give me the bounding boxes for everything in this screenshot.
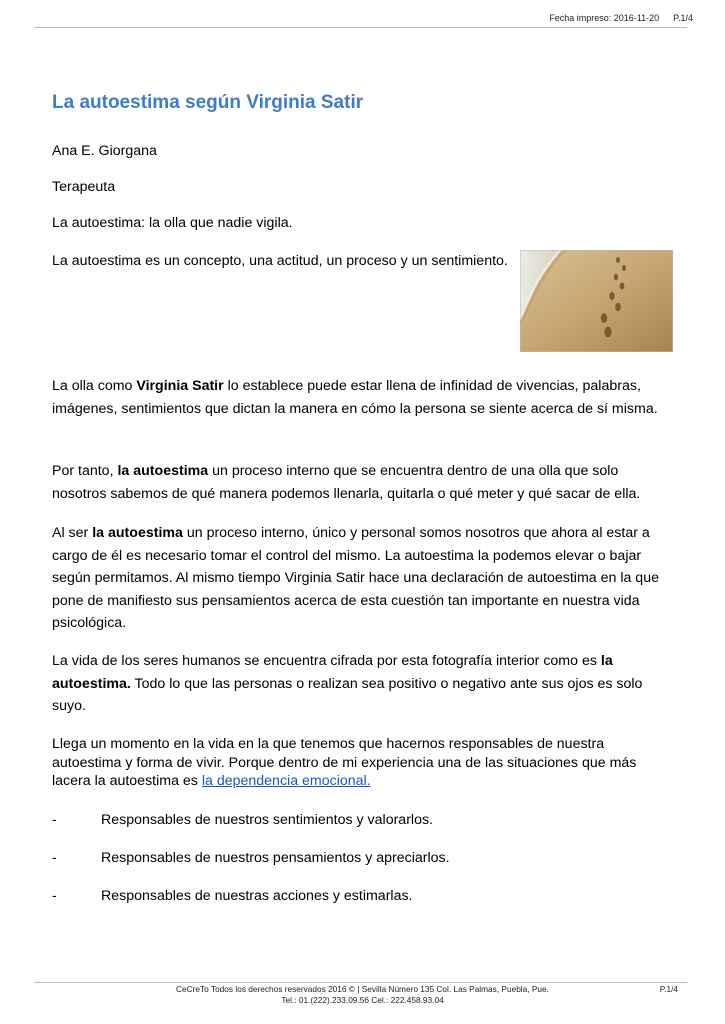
bold-la-autoestima: la autoestima <box>117 463 209 479</box>
paragraph-olla: La olla como Virginia Satir lo establece puede estar llena de infinidad de vivencias, palabras, imágenes, sentimientos que dictan la manera en cómo la persona se siente acerca de sí misma. <box>52 378 658 417</box>
paragraph-al-ser: Al ser la autoestima un proceso interno, único y personal somos nosotros que ahora al estar a cargo de él es necesario tomar el control del mismo. La autoestima la podemos elevar o bajar según permitamos. Al mismo tiempo Virginia Satir hace una declaración de autoestima en la que pone de manifiesto sus pensamientos acerca de esta cuestión tan importante en nuestra vida psicológica. <box>52 525 659 631</box>
page-number: P.1/4 <box>673 13 693 23</box>
beach-footprints-photo <box>520 250 673 352</box>
list-item: - Responsables de nuestros pensamientos y apreciarlos. <box>52 850 450 866</box>
footer-divider <box>34 982 687 983</box>
header-divider <box>34 27 687 28</box>
footer-phone: Tel.: 01.(222).233.09.56 Cel.: 222.458.93.04 <box>281 994 444 1005</box>
intro-paragraph: La autoestima es un concepto, una actitud, un proceso y un sentimiento. <box>52 253 508 269</box>
author-name: Ana E. Giorgana <box>52 143 157 159</box>
article-title: La autoestima según Virginia Satir <box>52 92 364 113</box>
footer <box>0 984 725 1005</box>
paragraph-la-vida: La vida de los seres humanos se encuentra cifrada por esta fotografía interior como es la autoestima. Todo lo que las personas o realizan sea positivo o negativo ante sus ojos es solo suyo. <box>52 653 643 714</box>
paragraph-por-tanto: Por tanto, la autoestima un proceso interno que se encuentra dentro de una olla que solo nosotros sabemos de qué manera podemos llenarla, quitarla o qué meter y qué sacar de ella. <box>52 463 641 502</box>
list-item: - Responsables de nuestros sentimientos y valorarlos. <box>52 812 433 828</box>
dependencia-emocional-link[interactable]: la dependencia emocional. <box>201 773 371 789</box>
author-role: Terapeuta <box>52 179 116 195</box>
bold-la-autoestima: la autoestima. <box>52 653 613 692</box>
list-item: - Responsables de nuestras acciones y estimarlas. <box>52 888 413 904</box>
footer-page-number: P.1/4 <box>659 984 678 994</box>
print-header <box>549 13 693 23</box>
article-subtitle: La autoestima: la olla que nadie vigila. <box>52 215 293 231</box>
paragraph-llega-un-momento: Llega un momento en la vida en la que tenemos que hacernos responsables de nuestra autoestima y forma de vivir. Porque dentro de mi experiencia una de las situaciones que más lacera la autoestima es la dependencia emocional. <box>52 736 637 789</box>
footer-copyright: CeCreTo Todos los derechos reservados 2016 © | Sevilla Número 135 Col. Las Palmas, Puebla, Pue. <box>176 984 549 994</box>
print-date: Fecha impreso: 2016-11-20 <box>549 13 660 23</box>
bold-la-autoestima: la autoestima <box>92 525 183 541</box>
bold-virginia-satir: Virginia Satir <box>136 378 224 394</box>
